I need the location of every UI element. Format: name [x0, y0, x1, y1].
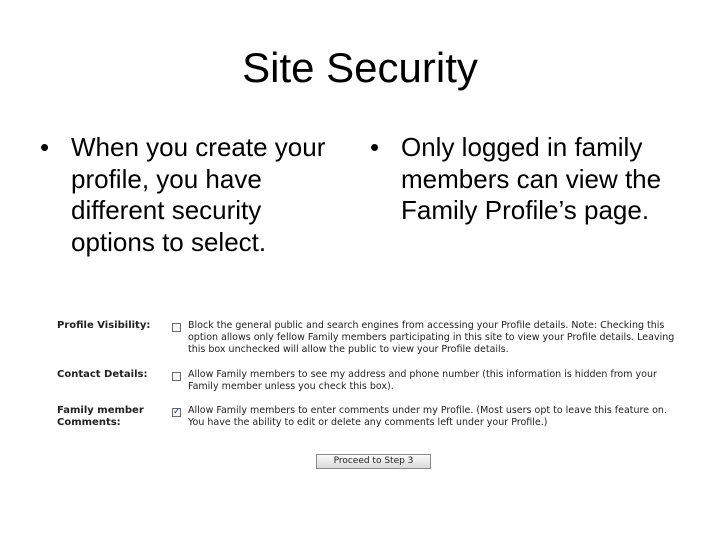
contact-details-checkbox[interactable] — [172, 372, 181, 381]
form-description: Allow Family members to see my address and phone number (this information is hidden from your Family member unless you check this box). — [188, 369, 657, 392]
family-comments-checkbox[interactable] — [172, 408, 181, 417]
form-description: Allow Family members to enter comments under my Profile. (Most users opt to leave this feature on. You have the ability to edit or delete any comments left under your Profile.) — [188, 405, 667, 428]
proceed-button[interactable]: Proceed to Step 3 — [316, 454, 431, 469]
form-label: Contact Details: — [57, 369, 148, 380]
bullet-marker: • — [370, 132, 380, 162]
right-bullet-column — [370, 132, 670, 227]
bullet-marker: • — [40, 132, 50, 162]
bullet-item — [370, 132, 670, 227]
slide-title: Site Security — [242, 44, 478, 91]
bullet-item — [40, 132, 352, 258]
bullet-text: Only logged in family members can view the Family Profile’s page. — [401, 132, 662, 225]
bullet-text: When you create your profile, you have different security options to select. — [71, 132, 326, 257]
left-bullet-column — [40, 132, 352, 258]
form-label: Profile Visibility: — [57, 320, 151, 331]
form-label: Family member Comments: — [57, 405, 144, 428]
profile-visibility-checkbox[interactable] — [172, 323, 181, 332]
form-description: Block the general public and search engines from accessing your Profile details. Note: Checking this option allows only fellow Family members participating in this site to view your Profile details. Leaving this box unchecked will allow the public to view your Profile details. — [188, 320, 675, 355]
